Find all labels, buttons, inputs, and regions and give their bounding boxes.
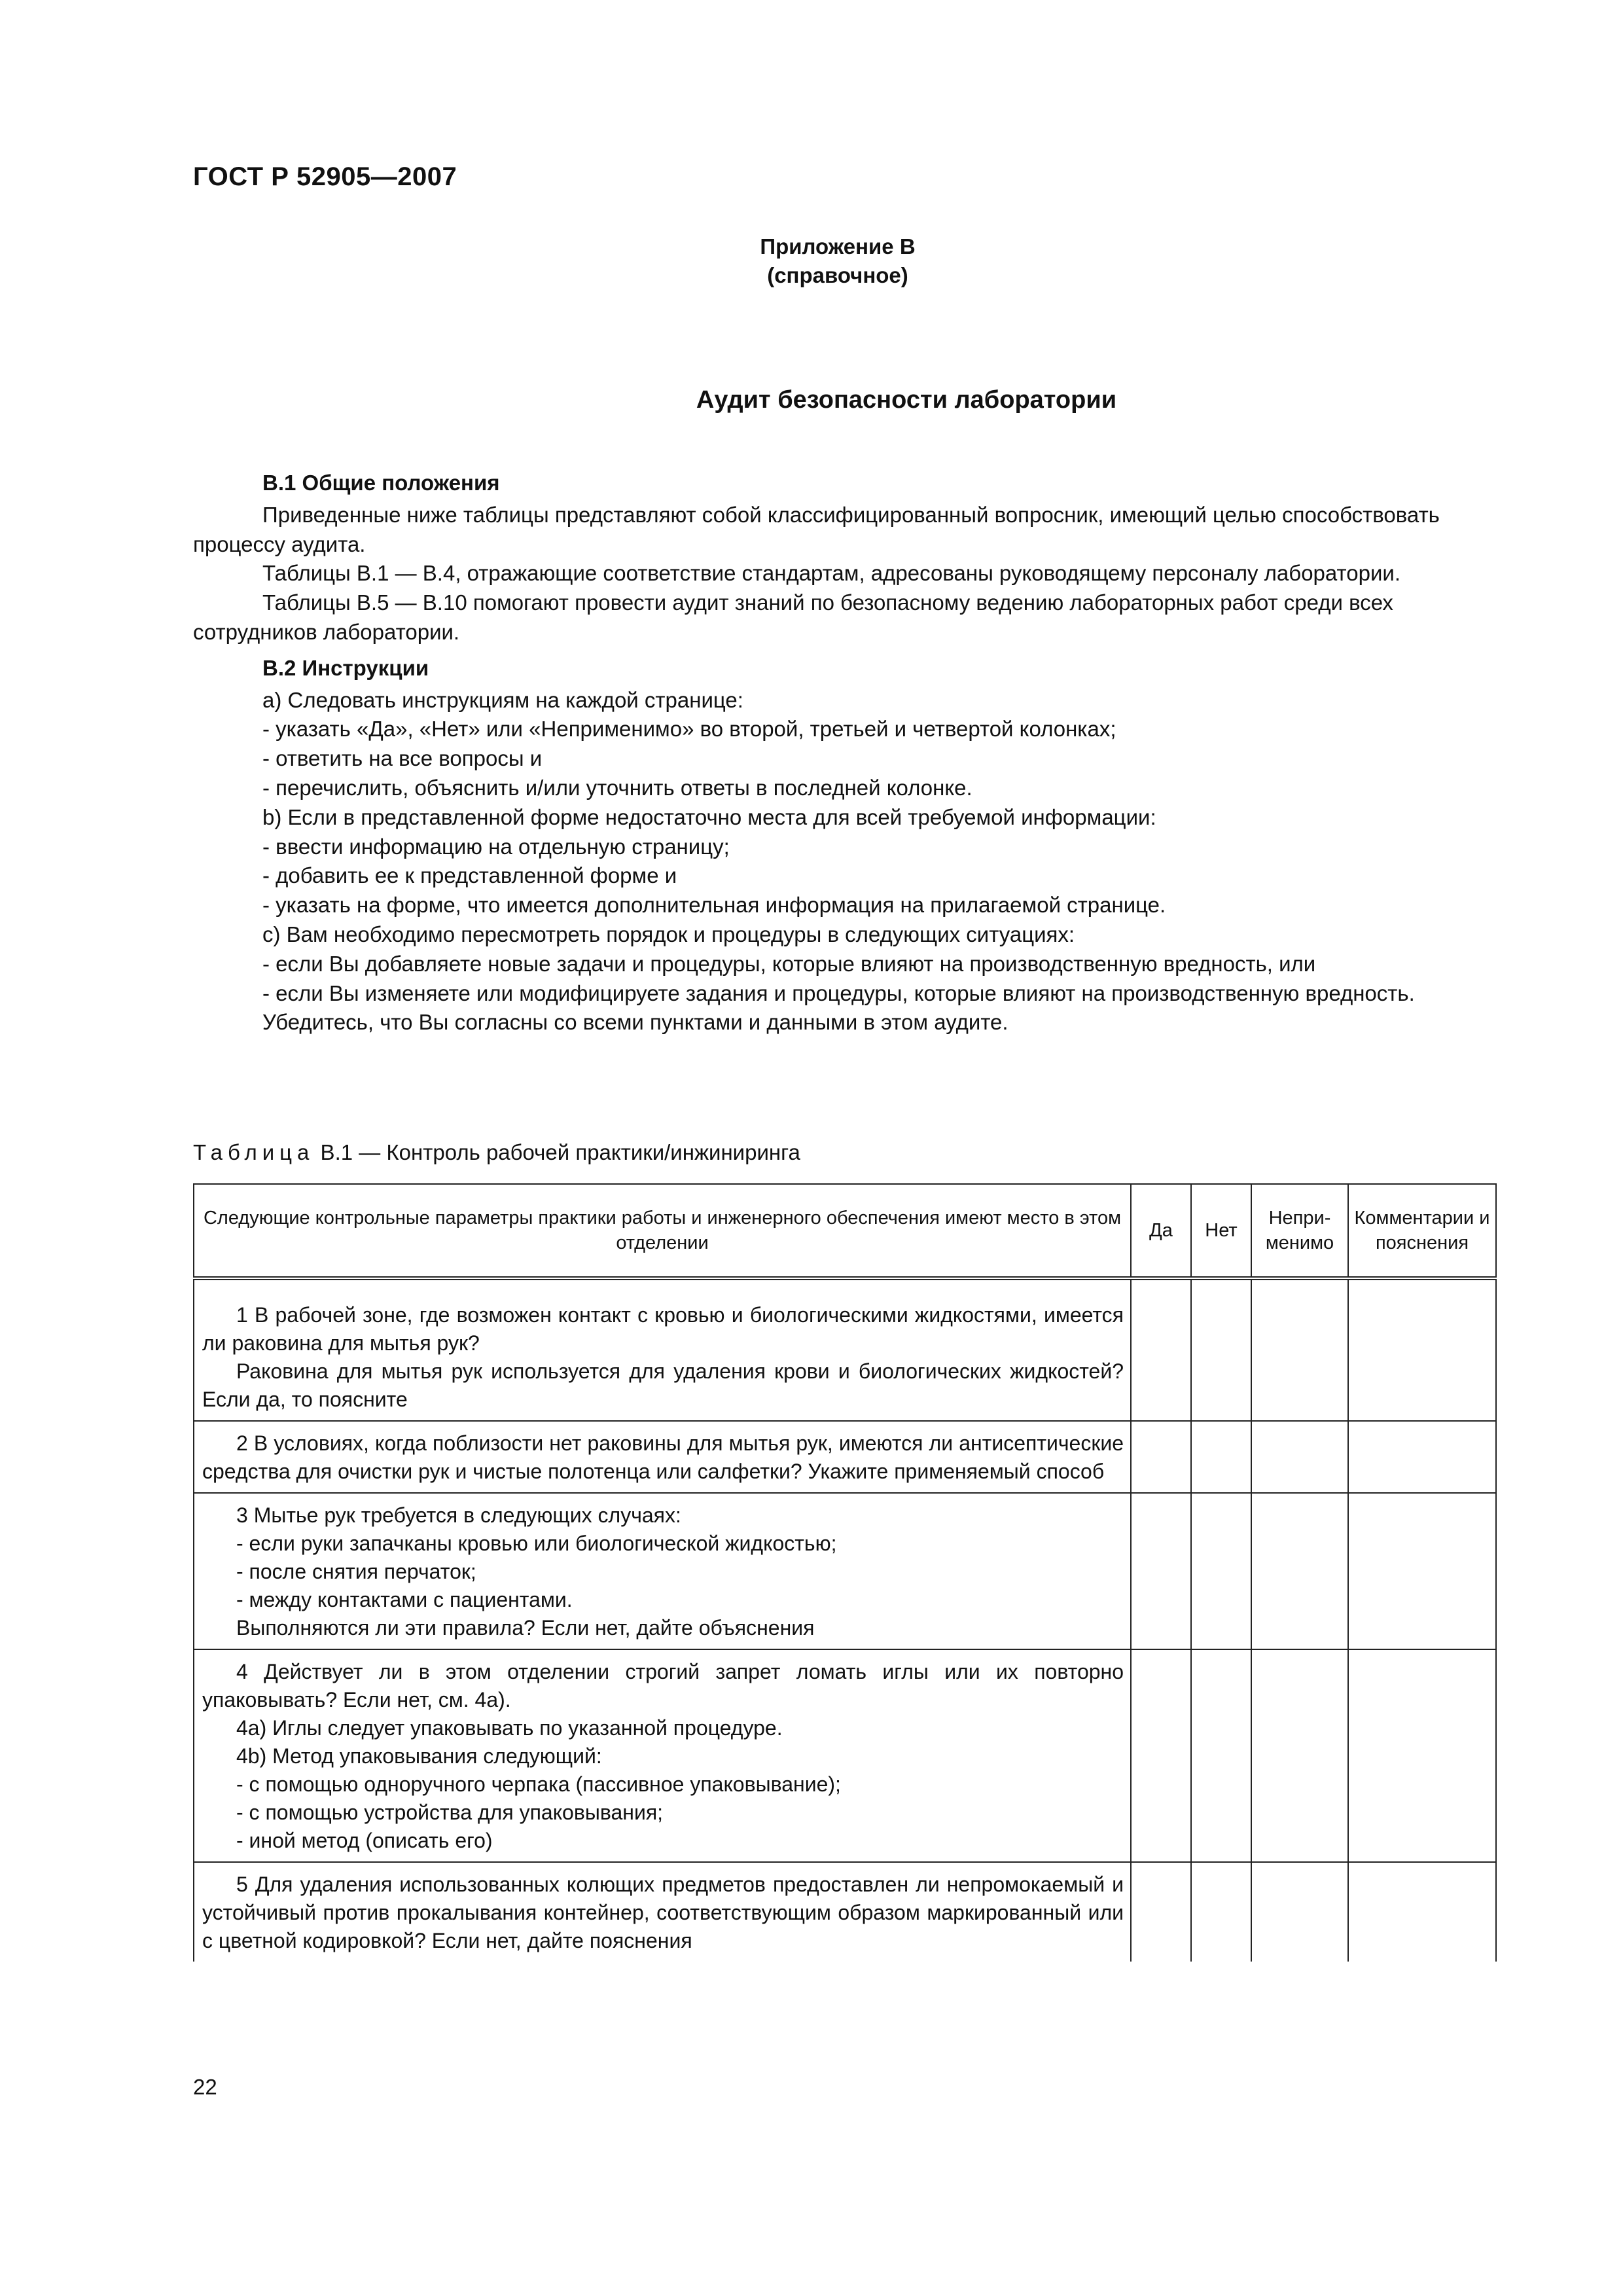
question-text: - иной метод (описать его): [236, 1829, 493, 1852]
appendix-title: Аудит безопасности лаборатории: [696, 386, 1117, 414]
comment-cell[interactable]: [1348, 1421, 1496, 1493]
question-cell: [194, 1862, 1131, 1962]
appendix-heading: [740, 232, 936, 290]
table-row: [194, 1493, 1496, 1649]
question-text: 5 Для удаления использованных колющих предметов предоставлен ли непромокаемый и устойчивый против прокалывания контейнер, соответствующим образом маркированный или с цветной кодировкой? Если нет, дайте пояснения: [202, 1873, 1124, 1952]
answer-na-cell[interactable]: [1251, 1278, 1348, 1421]
answer-yes-cell[interactable]: [1131, 1493, 1191, 1649]
document-id: ГОСТ Р 52905—2007: [193, 162, 457, 191]
table-caption-word: Таблица: [193, 1140, 315, 1164]
answer-yes-cell[interactable]: [1131, 1649, 1191, 1862]
comment-cell[interactable]: [1348, 1862, 1496, 1962]
answer-yes-cell[interactable]: [1131, 1862, 1191, 1962]
question-text: 3 Мытье рук требуется в следующих случаях:: [236, 1503, 681, 1527]
header-yes: Да: [1131, 1184, 1191, 1278]
instruction-line: - перечислить, объяснить и/или уточнить ответы в последней колонке.: [262, 775, 972, 800]
question-text: 1 В рабочей зоне, где возможен контакт с кровью и биологическими жидкостями, имеется ли раковина для мытья рук?: [202, 1303, 1124, 1355]
table-row: [194, 1421, 1496, 1493]
instruction-line: - указать на форме, что имеется дополнительная информация на прилагаемой странице.: [262, 893, 1166, 918]
question-text: 4а) Иглы следует упаковывать по указанной процедуре.: [236, 1716, 783, 1740]
header-comments: Комментарии и пояснения: [1348, 1184, 1496, 1278]
question-text: - после снятия перчаток;: [236, 1560, 476, 1583]
table-caption-text: В.1 — Контроль рабочей практики/инжиниринга: [314, 1140, 800, 1164]
answer-na-cell[interactable]: [1251, 1421, 1348, 1493]
answer-no-cell[interactable]: [1191, 1421, 1251, 1493]
instruction-line: - ввести информацию на отдельную страницу;: [262, 834, 730, 859]
instruction-line: b) Если в представленной форме недостаточно места для всей требуемой информации:: [262, 804, 1156, 829]
question-text: 2 В условиях, когда поблизости нет раковины для мытья рук, имеются ли антисептические средства для очистки рук и чистые полотенца или салфетки? Укажите применяемый способ: [202, 1431, 1124, 1483]
question-text: 4 Действует ли в этом отделении строгий запрет ломать иглы или их повторно упаковывать? Если нет, см. 4а).: [202, 1660, 1124, 1712]
table-header-row: [194, 1184, 1496, 1278]
table-caption: [193, 1140, 800, 1165]
answer-no-cell[interactable]: [1191, 1862, 1251, 1962]
appendix-kind: (справочное): [767, 263, 908, 287]
section-general: [193, 462, 1495, 1037]
section-heading: В.1 Общие положения: [262, 471, 500, 495]
question-text: - с помощью устройства для упаковывания;: [236, 1801, 664, 1824]
table-row: [194, 1862, 1496, 1962]
page-number: 22: [193, 2075, 217, 2099]
header-parameters: Следующие контрольные параметры практики работы и инженерного обеспечения имеют место в этом отделении: [194, 1184, 1131, 1278]
instruction-line: a) Следовать инструкциям на каждой странице:: [262, 687, 743, 712]
instruction-line: - если Вы изменяете или модифицируете задания и процедуры, которые влияют на производственную вредность.: [262, 980, 1415, 1005]
instruction-line: - добавить ее к представленной форме и: [262, 863, 677, 888]
answer-yes-cell[interactable]: [1131, 1278, 1191, 1421]
question-text: - между контактами с пациентами.: [236, 1588, 573, 1611]
paragraph: Таблицы В.5 — В.10 помогают провести аудит знаний по безопасному ведению лабораторных работ среди всех сотрудников лаборатории.: [193, 590, 1393, 644]
paragraph: Приведенные ниже таблицы представляют собой классифицированный вопросник, имеющий целью способствовать процессу аудита.: [193, 502, 1440, 556]
table-row: [194, 1278, 1496, 1421]
answer-na-cell[interactable]: [1251, 1649, 1348, 1862]
question-cell: [194, 1278, 1131, 1421]
question-cell: [194, 1421, 1131, 1493]
answer-na-cell[interactable]: [1251, 1493, 1348, 1649]
answer-no-cell[interactable]: [1191, 1649, 1251, 1862]
answer-yes-cell[interactable]: [1131, 1421, 1191, 1493]
audit-table: [193, 1183, 1497, 1962]
instruction-closing: Убедитесь, что Вы согласны со всеми пунктами и данными в этом аудите.: [262, 1010, 1008, 1035]
header-no: Нет: [1191, 1184, 1251, 1278]
instruction-line: - ответить на все вопросы и: [262, 746, 543, 771]
instruction-line: - если Вы добавляете новые задачи и процедуры, которые влияют на производственную вредность, или: [262, 951, 1316, 976]
section-heading: В.2 Инструкции: [262, 655, 429, 680]
instruction-line: c) Вам необходимо пересмотреть порядок и процедуры в следующих ситуациях:: [262, 922, 1075, 946]
question-cell: [194, 1493, 1131, 1649]
question-cell: [194, 1649, 1131, 1862]
question-text: - с помощью одноручного черпака (пассивное упаковывание);: [236, 1772, 841, 1796]
question-text: - если руки запачканы кровью или биологической жидкостью;: [236, 1532, 837, 1555]
comment-cell[interactable]: [1348, 1278, 1496, 1421]
comment-cell[interactable]: [1348, 1649, 1496, 1862]
question-text: 4b) Метод упаковывания следующий:: [236, 1744, 602, 1768]
comment-cell[interactable]: [1348, 1493, 1496, 1649]
appendix-name: Приложение В: [760, 234, 916, 259]
table-row: [194, 1649, 1496, 1862]
answer-no-cell[interactable]: [1191, 1278, 1251, 1421]
question-text: Выполняются ли эти правила? Если нет, дайте объяснения: [236, 1616, 815, 1640]
answer-no-cell[interactable]: [1191, 1493, 1251, 1649]
header-not-applicable: Непри-менимо: [1251, 1184, 1348, 1278]
question-text: Раковина для мытья рук используется для удаления крови и биологических жидкостей? Если да, то поясните: [202, 1359, 1124, 1411]
answer-na-cell[interactable]: [1251, 1862, 1348, 1962]
paragraph: Таблицы В.1 — В.4, отражающие соответствие стандартам, адресованы руководящему персоналу лаборатории.: [262, 561, 1401, 586]
instruction-line: - указать «Да», «Нет» или «Неприменимо» во второй, третьей и четвертой колонках;: [262, 717, 1116, 742]
